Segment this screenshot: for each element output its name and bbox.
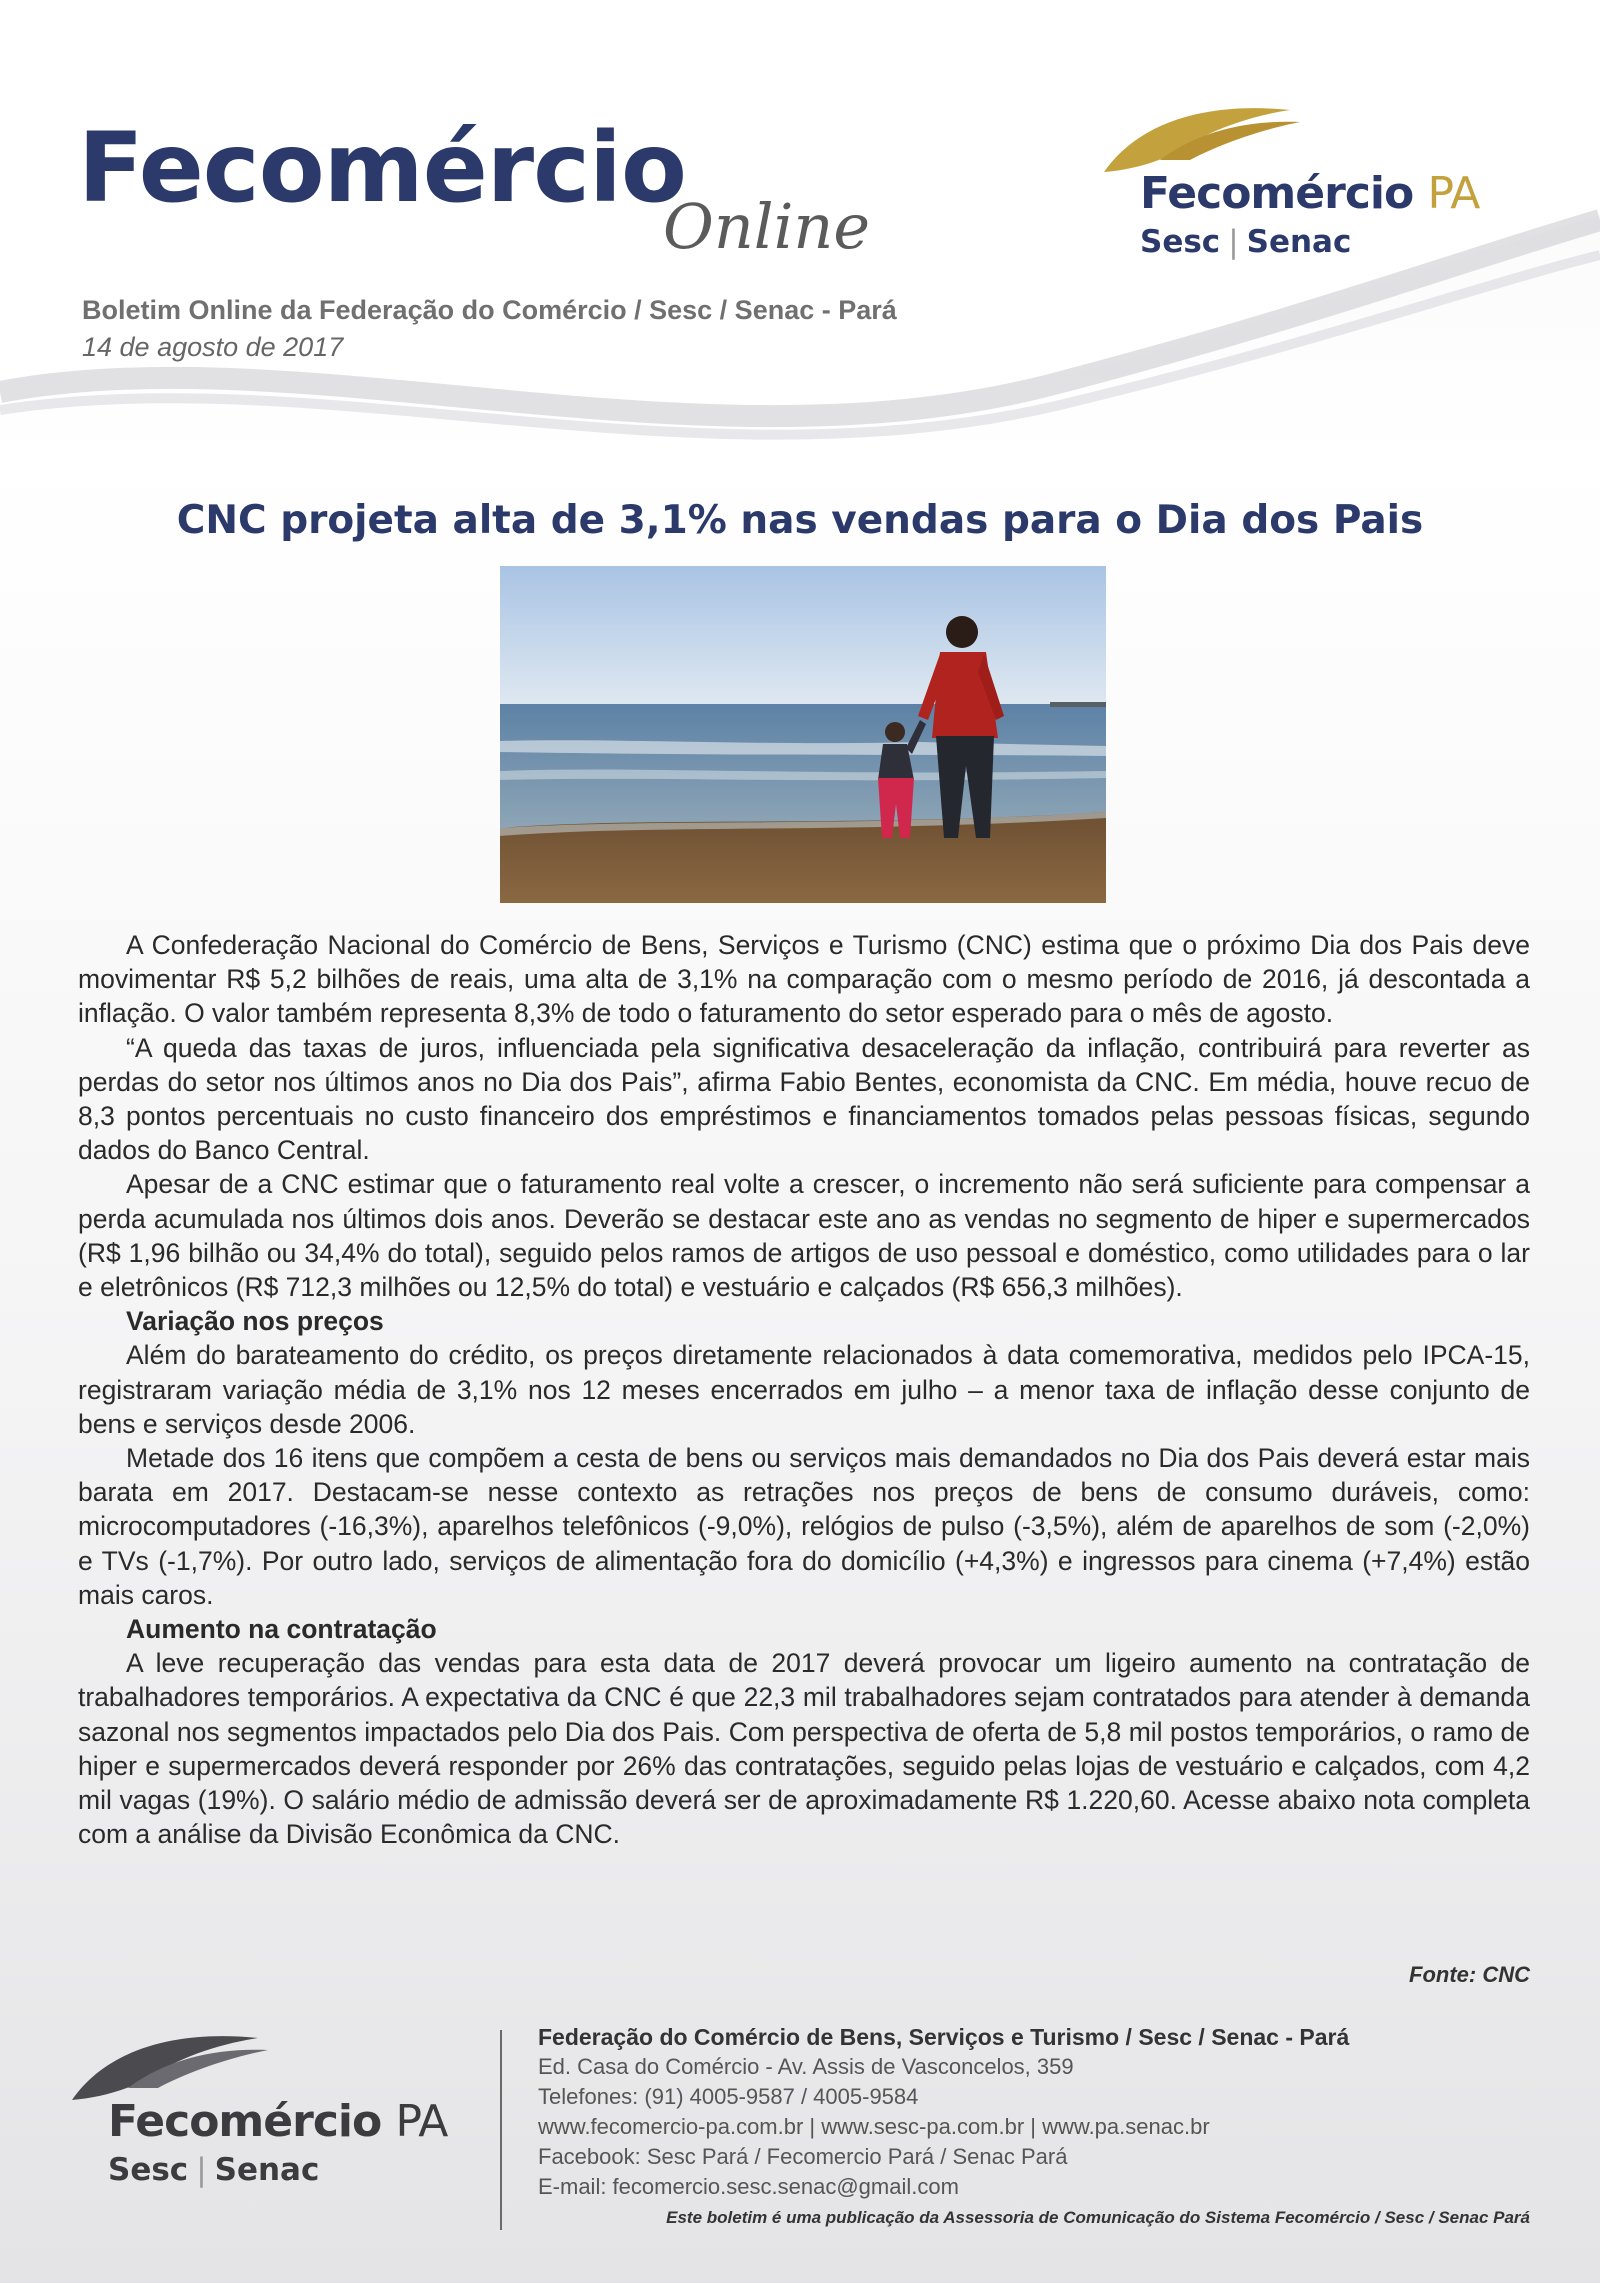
article-headline: CNC projeta alta de 3,1% nas vendas para o Dia dos Pais [176, 498, 1424, 543]
fecomercio-pa-logo-top [1100, 100, 1520, 270]
footer-facebook: Facebook: Sesc Pará / Fecomercio Pará / Senac Pará [538, 2144, 1068, 2169]
logo-wordmark: Fecomércio PA [108, 2096, 448, 2147]
article-paragraph: A leve recuperação das vendas para esta data de 2017 deverá provocar um ligeiro aumento na contratação de trabalhadores temporários. A expectativa da CNC é que 22,3 mil trabalhadores sejam contratados para atender à demanda sazonal nos segmentos impactados pelo Dia dos Pais. Com perspectiva de oferta de 5,8 mil postos temporários, o ramo de hiper e supermercados deverá responder por 26% das contratações, seguido pelas lojas de vestuário e calçados, com 4,2 mil vagas (19%). O salário médio de admissão deverá ser de aproximadamente R$ 1.220,60. Acesse abaixo nota completa com a análise da Divisão Econômica da CNC. [78, 1648, 1530, 1850]
footer-publication-note: Este boletim é uma publicação da Assessoria de Comunicação do Sistema Fecomércio / Sesc / Senac Pará [666, 2208, 1530, 2227]
footer-email[interactable]: E-mail: fecomercio.sesc.senac@gmail.com [538, 2174, 959, 2199]
footer-websites[interactable]: www.fecomercio-pa.com.br | www.sesc-pa.com.br | www.pa.senac.br [538, 2114, 1210, 2139]
logo-sesc-senac: Sesc | Senac [108, 2152, 320, 2188]
bulletin-title: Fecomércio [78, 112, 686, 224]
article-source: Fonte: CNC [1409, 1962, 1530, 1987]
footer-organization: Federação do Comércio de Bens, Serviços e Turismo / Sesc / Senac - Pará [538, 2024, 1350, 2050]
article-paragraph: A Confederação Nacional do Comércio de Bens, Serviços e Turismo (CNC) estima que o próximo Dia dos Pais deve movimentar R$ 5,2 bilhões de reais, uma alta de 3,1% na comparação com o mesmo período de 2016, já descontada a inflação. O valor também representa 8,3% de todo o faturamento do setor esperado para o mês de agosto. [78, 930, 1530, 1029]
article-paragraph: “A queda das taxas de juros, influenciada pela significativa desaceleração da inflação, contribuirá para reverter as perdas do setor nos últimos anos no Dia dos Pais”, afirma Fabio Bentes, economista da CNC. Em média, houve recuo de 8,3 pontos percentuais no custo financeiro dos empréstimos e financiamentos tomados pelas pessoas físicas, segundo dados do Banco Central. [78, 1032, 1530, 1166]
article-body [78, 928, 1530, 1851]
subhead-hiring-increase: Aumento na contratação [126, 1614, 437, 1645]
fecomercio-pa-logo-bottom [68, 2028, 488, 2198]
logo-wordmark: Fecomércio PA [1140, 168, 1480, 219]
logo-sesc-senac: Sesc | Senac [1140, 224, 1352, 260]
footer-divider [500, 2030, 502, 2230]
footer-contact-info [538, 2022, 1349, 2202]
publication-date: 14 de agosto de 2017 [82, 332, 344, 362]
masthead [78, 112, 871, 263]
article-paragraph: Além do barateamento do crédito, os preços diretamente relacionados à data comemorativa, medidos pelo IPCA-15, registraram variação média de 3,1% nos 12 meses encerrados em julho – a menor taxa de inflação desse conjunto de bens e serviços desde 2006. [78, 1340, 1530, 1439]
footer-address: Ed. Casa do Comércio - Av. Assis de Vasconcelos, 359 [538, 2054, 1074, 2079]
footer-phones: Telefones: (91) 4005-9587 / 4005-9584 [538, 2084, 919, 2109]
article-paragraph: Metade dos 16 itens que compõem a cesta de bens ou serviços mais demandados no Dia dos Pais deverá estar mais barata em 2017. Destacam-se nesse contexto as retrações nos preços de bens de consumo duráveis, como: microcomputadores (-16,3%), aparelhos telefônicos (-9,0%), relógios de pulso (-3,5%), além de aparelhos de som (-2,0%) e TVs (-1,7%). Por outro lado, serviços de alimentação fora do domicílio (+4,3%) e ingressos para cinema (+7,4%) estão mais caros. [78, 1443, 1530, 1610]
article-photo-father-child-beach [500, 566, 1106, 903]
subhead-price-variation: Variação nos preços [126, 1306, 384, 1337]
bulletin-subtitle: Boletim Online da Federação do Comércio / Sesc / Senac - Pará [82, 295, 897, 325]
article-paragraph: Apesar de a CNC estimar que o faturamento real volte a crescer, o incremento não será suficiente para compensar a perda acumulada nos últimos dois anos. Deverão se destacar este ano as vendas no segmento de hiper e supermercados (R$ 1,96 bilhão ou 34,4% do total), seguido pelos ramos de artigos de uso pessoal e doméstico, como utilidades para o lar e eletrônicos (R$ 712,3 milhões ou 12,5% do total) e vestuário e calçados (R$ 656,3 milhões). [78, 1169, 1530, 1303]
bulletin-online-script: Online [663, 190, 871, 263]
